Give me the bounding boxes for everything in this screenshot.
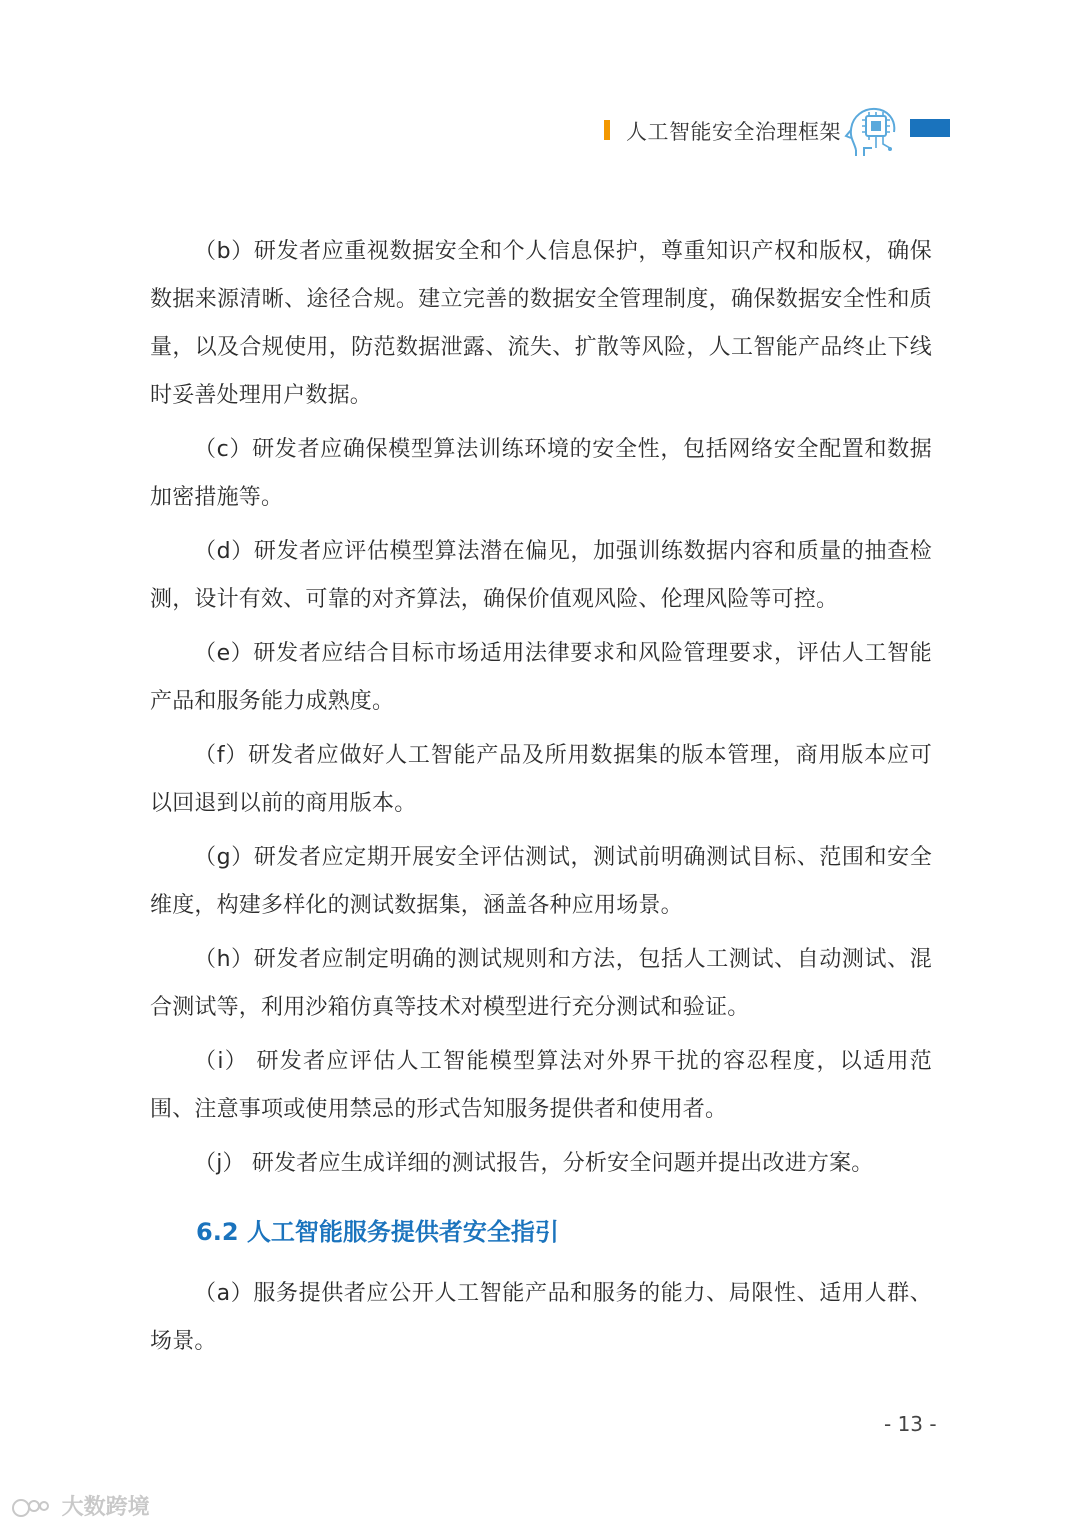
watermark-logo-icon [12, 1496, 50, 1520]
section-heading: 6.2 人工智能服务提供者安全指引 [196, 1218, 559, 1246]
page-number: - 13 - [884, 1412, 937, 1436]
watermark [12, 1490, 150, 1521]
paragraph: （a）服务提供者应公开人工智能产品和服务的能力、局限性、适用人群、场景。 [150, 1281, 932, 1354]
paragraph: （h）研发者应制定明确的测试规则和方法，包括人工测试、自动测试、混合测试等，利用沙箱仿真等技术对模型进行充分测试和验证。 [150, 947, 932, 1020]
page-header [0, 100, 1080, 160]
watermark-text: 大数跨境 [61, 1495, 150, 1520]
paragraph: （e）研发者应结合目标市场适用法律要求和风险管理要求，评估人工智能产品和服务能力成熟度。 [150, 641, 932, 714]
header-blue-bar [910, 119, 950, 137]
paragraph: （i） 研发者应评估人工智能模型算法对外界干扰的容忍程度，以适用范围、注意事项或使用禁忌的形式告知服务提供者和使用者。 [150, 1049, 932, 1122]
paragraph: （f）研发者应做好人工智能产品及所用数据集的版本管理，商用版本应可以回退到以前的商用版本。 [150, 743, 932, 816]
header-orange-bar [604, 120, 610, 140]
paragraph: （d）研发者应评估模型算法潜在偏见，加强训练数据内容和质量的抽查检测，设计有效、可靠的对齐算法，确保价值观风险、伦理风险等可控。 [150, 539, 932, 612]
header-title: 人工智能安全治理框架 [626, 120, 841, 144]
document-body [150, 228, 932, 1372]
paragraph: （b）研发者应重视数据安全和个人信息保护，尊重知识产权和版权，确保数据来源清晰、途径合规。建立完善的数据安全管理制度，确保数据安全性和质量，以及合规使用，防范数据泄露、流失、扩散等风险，人工智能产品终止下线时妥善处理用户数据。 [150, 239, 932, 408]
ai-head-chip-icon [842, 102, 902, 160]
paragraph: （c）研发者应确保模型算法训练环境的安全性，包括网络安全配置和数据加密措施等。 [150, 437, 932, 510]
paragraph: （j） 研发者应生成详细的测试报告，分析安全问题并提出改进方案。 [194, 1151, 874, 1176]
paragraph: （g）研发者应定期开展安全评估测试，测试前明确测试目标、范围和安全维度，构建多样化的测试数据集，涵盖各种应用场景。 [150, 845, 932, 918]
